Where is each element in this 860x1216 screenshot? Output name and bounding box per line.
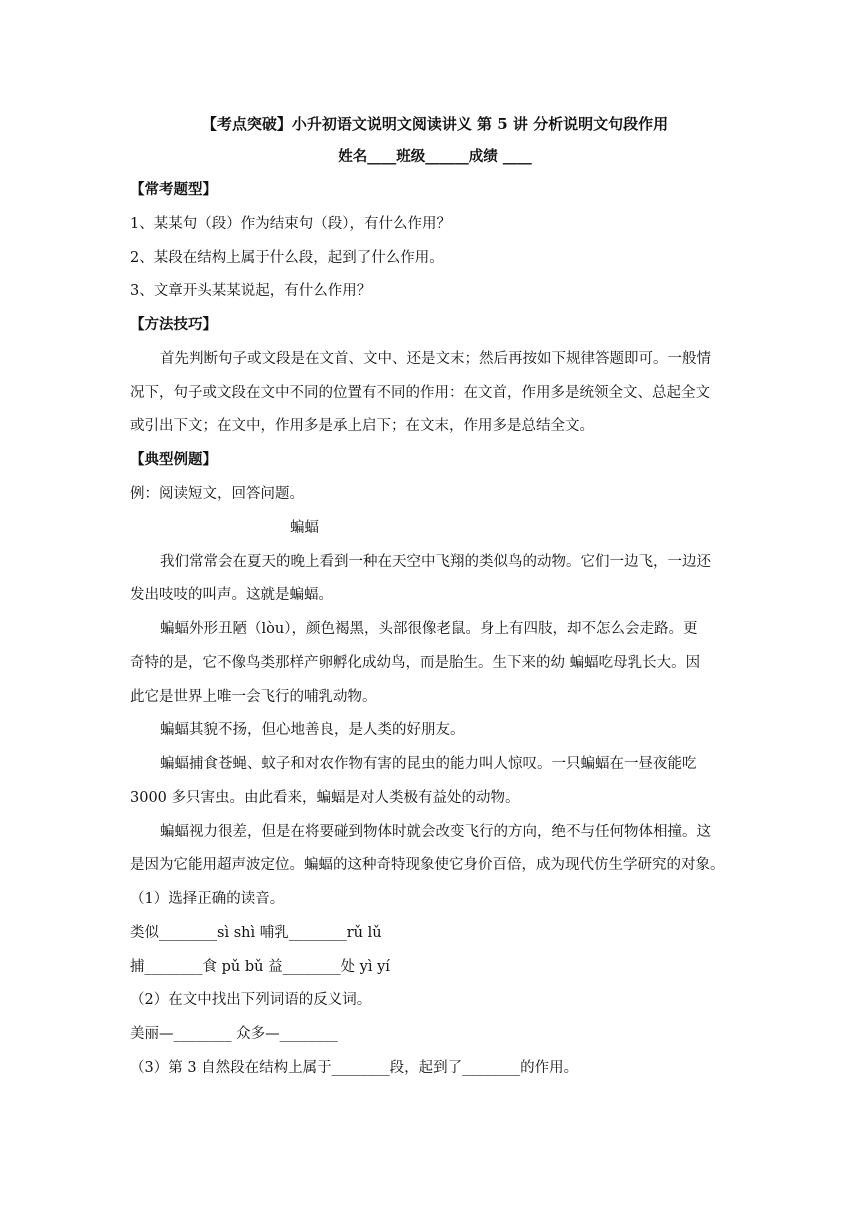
example-intro: 例：阅读短文，回答问题。 bbox=[130, 486, 304, 502]
method-text-line: 首先判断句子或文段是在文首、文中、还是文末；然后再按如下规律答题即可。一般情 bbox=[160, 351, 711, 367]
question-1-row: 类似________sì shì 哺乳________rǔ lǔ bbox=[130, 925, 382, 941]
section-heading-question-types: 【常考题型】 bbox=[130, 181, 217, 198]
method-text-line: 况下，句子或文段在文中不同的位置有不同的作用：在文首，作用多是统领全文、总起全文 bbox=[130, 385, 710, 401]
question-type-item: 1、某某句（段）作为结束句（段），有什么作用？ bbox=[130, 216, 451, 232]
section-heading-method: 【方法技巧】 bbox=[130, 316, 217, 333]
article-paragraph-line: 是因为它能用超声波定位。蝙蝠的这种奇特现象使它身价百倍，成为现代仿生学研究的对象。 bbox=[130, 857, 725, 873]
article-paragraph-line: 3000 多只害虫。由此看来，蝙蝠是对人类极有益处的动物。 bbox=[130, 790, 520, 806]
question-type-item: 2、某段在结构上属于什么段，起到了什么作用。 bbox=[130, 250, 444, 266]
section-heading-example: 【典型例题】 bbox=[130, 451, 217, 468]
article-paragraph-line: 发出吱吱的叫声。这就是蝙蝠。 bbox=[130, 587, 333, 603]
question-2-row: 美丽—________ 众多—________ bbox=[130, 1026, 338, 1042]
article-paragraph-line: 奇特的是，它不像鸟类那样产卵孵化成幼鸟，而是胎生。生下来的幼 蝙蝠吃母乳长大。因 bbox=[130, 655, 701, 671]
name-class-score-line: 姓名____班级______成绩 ____ bbox=[338, 148, 532, 165]
method-text-line: 或引出下文；在文中，作用多是承上启下；在文末，作用多是总结全文。 bbox=[130, 418, 594, 434]
article-paragraph-line: 蝙蝠捕食苍蝇、蚊子和对农作物有害的昆虫的能力叫人惊叹。一只蝙蝠在一昼夜能吃 bbox=[160, 756, 697, 772]
question-1-row: 捕________食 pǔ bǔ 益________处 yì yí bbox=[130, 959, 390, 975]
article-paragraph-line: 蝙蝠外形丑陋（lòu），颜色褐黑，头部很像老鼠。身上有四肢，却不怎么会走路。更 bbox=[160, 621, 698, 637]
document-title: 【考点突破】小升初语文说明文阅读讲义 第 5 讲 分析说明文句段作用 bbox=[201, 115, 669, 133]
article-title: 蝙蝠 bbox=[290, 520, 319, 536]
question-type-item: 3、文章开头某某说起，有什么作用？ bbox=[130, 283, 372, 299]
question-1-prompt: （1）选择正确的读音。 bbox=[130, 891, 285, 907]
article-paragraph-line: 我们常常会在夏天的晚上看到一种在天空中飞翔的类似鸟的动物。它们一边飞，一边还 bbox=[160, 554, 711, 570]
question-3-prompt: （3）第 3 自然段在结构上属于________段，起到了________的作用。 bbox=[130, 1060, 579, 1076]
question-2-prompt: （2）在文中找出下列词语的反义词。 bbox=[130, 992, 372, 1008]
article-paragraph-line: 蝙蝠视力很差，但是在将要碰到物体时就会改变飞行的方向，绝不与任何物体相撞。这 bbox=[160, 824, 711, 840]
article-paragraph-line: 此它是世界上唯一会飞行的哺乳动物。 bbox=[130, 689, 377, 705]
article-paragraph-line: 蝙蝠其貌不扬，但心地善良，是人类的好朋友。 bbox=[160, 722, 465, 738]
